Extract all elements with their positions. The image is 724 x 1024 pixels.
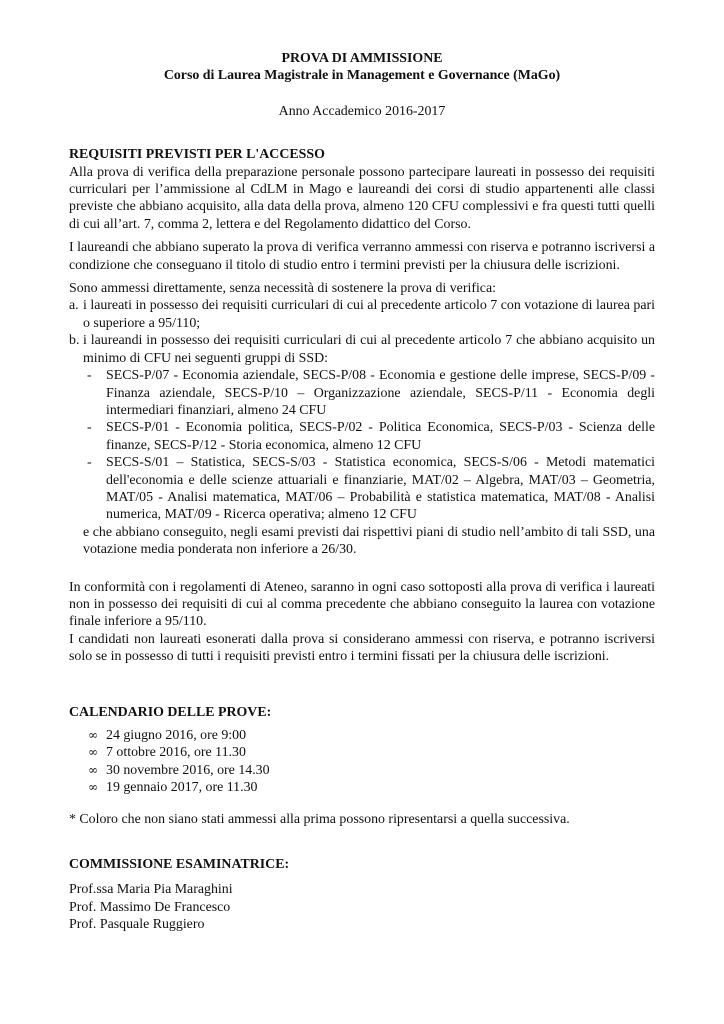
- exam-date-item: [69, 762, 655, 779]
- ssd-group-item: [69, 454, 655, 524]
- admission-criteria-list: [69, 297, 655, 367]
- item-marker: a.: [69, 298, 79, 314]
- infinity-bullet-icon: ∞: [88, 728, 98, 742]
- commission-member: Prof. Pasquale Ruggiero: [69, 916, 205, 932]
- exam-date-item: [69, 727, 655, 744]
- calendar-heading: CALENDARIO DELLE PROVE:: [69, 704, 272, 720]
- exam-date-text: 7 ottobre 2016, ore 11.30: [106, 745, 246, 761]
- infinity-bullet-icon: ∞: [88, 780, 98, 795]
- item-marker: b.: [69, 333, 80, 349]
- exam-date-item: [69, 744, 655, 761]
- dash-marker: -: [87, 420, 92, 436]
- criteria-item-b-tail: e che abbiano conseguito, negli esami previsti dai rispettivi piani di studio nell’ambito di tali SSD, una votazione media ponderata non inferiore a 26/30.: [83, 524, 655, 558]
- ssd-group-item: [69, 419, 655, 454]
- criteria-item-a: [69, 297, 655, 332]
- dash-marker: -: [87, 368, 92, 384]
- exam-date-text: 24 giugno 2016, ore 9:00: [106, 728, 247, 743]
- ssd-group-text: SECS-S/01 – Statistica, SECS-S/03 - Statistica economica, SECS-S/06 - Metodi matematici dell'economia e delle scienze attuariali e finanziarie, MAT/02 – Algebra, MAT/03 – Geometria, MAT/05 - Analisi matematica, MAT/06 – Probabilità e statistica matematica, MAT/08 - Analisi numerica, MAT/09 - Ricerca operativa; almeno 12 CFU: [106, 455, 655, 523]
- requirements-paragraph-3: Sono ammessi direttamente, senza necessità di sostenere la prova di verifica:: [69, 281, 496, 297]
- ssd-group-list: [69, 367, 655, 524]
- exam-date-text: 30 novembre 2016, ore 14.30: [106, 762, 270, 778]
- ssd-group-item: [69, 367, 655, 419]
- academic-year: Anno Accademico 2016-2017: [278, 103, 446, 119]
- document-title: PROVA DI AMMISSIONE: [281, 51, 443, 66]
- requirements-paragraph-5: I candidati non laureati esonerati dalla prova si considerano ammessi con riserva, e potranno iscriversi solo se in possesso di tutti i requisiti previsti entro i termini fissati per la chiusura delle iscrizioni.: [69, 631, 655, 665]
- commission-heading: COMMISSIONE ESAMINATRICE:: [69, 857, 290, 873]
- criteria-item-text: i laureati in possesso dei requisiti curriculari di cui al precedente articolo 7 con votazione di laurea pari o superiore a 95/110;: [83, 298, 655, 331]
- calendar-note: * Coloro che non siano stati ammessi alla prima possono ripresentarsi a quella successiva.: [69, 811, 570, 827]
- ssd-group-text: SECS-P/01 - Economia politica, SECS-P/02 - Politica Economica, SECS-P/03 - Scienza delle finanze, SECS-P/12 - Storia economica, almeno 12 CFU: [106, 420, 655, 453]
- exam-date-text: 19 gennaio 2017, ore 11.30: [106, 780, 258, 796]
- document-subtitle: Corso di Laurea Magistrale in Management e Governance (MaGo): [163, 68, 561, 84]
- criteria-item-text: i laureandi in possesso dei requisiti curriculari di cui al precedente articolo 7 che abbiano acquisito un minimo di CFU nei seguenti gruppi di SSD:: [83, 333, 655, 366]
- requirements-paragraph-4: In conformità con i regolamenti di Ateneo, saranno in ogni caso sottoposti alla prova di verifica i laureati non in possesso dei requisiti di cui al comma precedente che abbiano conseguito la laurea con votazione finale inferiore a 95/110.: [69, 579, 655, 630]
- infinity-bullet-icon: ∞: [88, 745, 98, 760]
- commission-member: Prof. Massimo De Francesco: [69, 899, 231, 915]
- document-page: [69, 50, 655, 933]
- commission-members: [69, 881, 655, 933]
- infinity-bullet-icon: ∞: [88, 762, 98, 777]
- requirements-paragraph-1: Alla prova di verifica della preparazione personale possono partecipare laureati in possesso dei requisiti curriculari per l’ammissione al CdLM in Mago e laureandi dei corsi di studio appartenenti alle classi previste che abbiano acquisito, alla data della prova, almeno 120 CFU complessivi e fra questi tutti quelli di cui all’art. 7, comma 2, lettera e del Regolamento didattico del Corso.: [69, 164, 655, 232]
- exam-date-item: [69, 779, 655, 796]
- dash-marker: -: [87, 455, 92, 471]
- requirements-heading: REQUISITI PREVISTI PER L'ACCESSO: [69, 147, 325, 163]
- commission-member: Prof.ssa Maria Pia Maraghini: [69, 882, 233, 898]
- ssd-group-text: SECS-P/07 - Economia aziendale, SECS-P/08 - Economia e gestione delle imprese, SECS-P/09 - Finanza aziendale, SECS-P/10 – Organizzazione aziendale, SECS-P/11 - Economia degli intermediari finanziari, almeno 24 CFU: [106, 368, 655, 418]
- requirements-paragraph-2: I laureandi che abbiano superato la prova di verifica verranno ammessi con riserva e potranno iscriversi a condizione che conseguano il titolo di studio entro i termini previsti per la chiusura delle iscrizioni.: [69, 240, 655, 273]
- criteria-item-b: [69, 332, 655, 367]
- exam-dates-list: [69, 727, 655, 797]
